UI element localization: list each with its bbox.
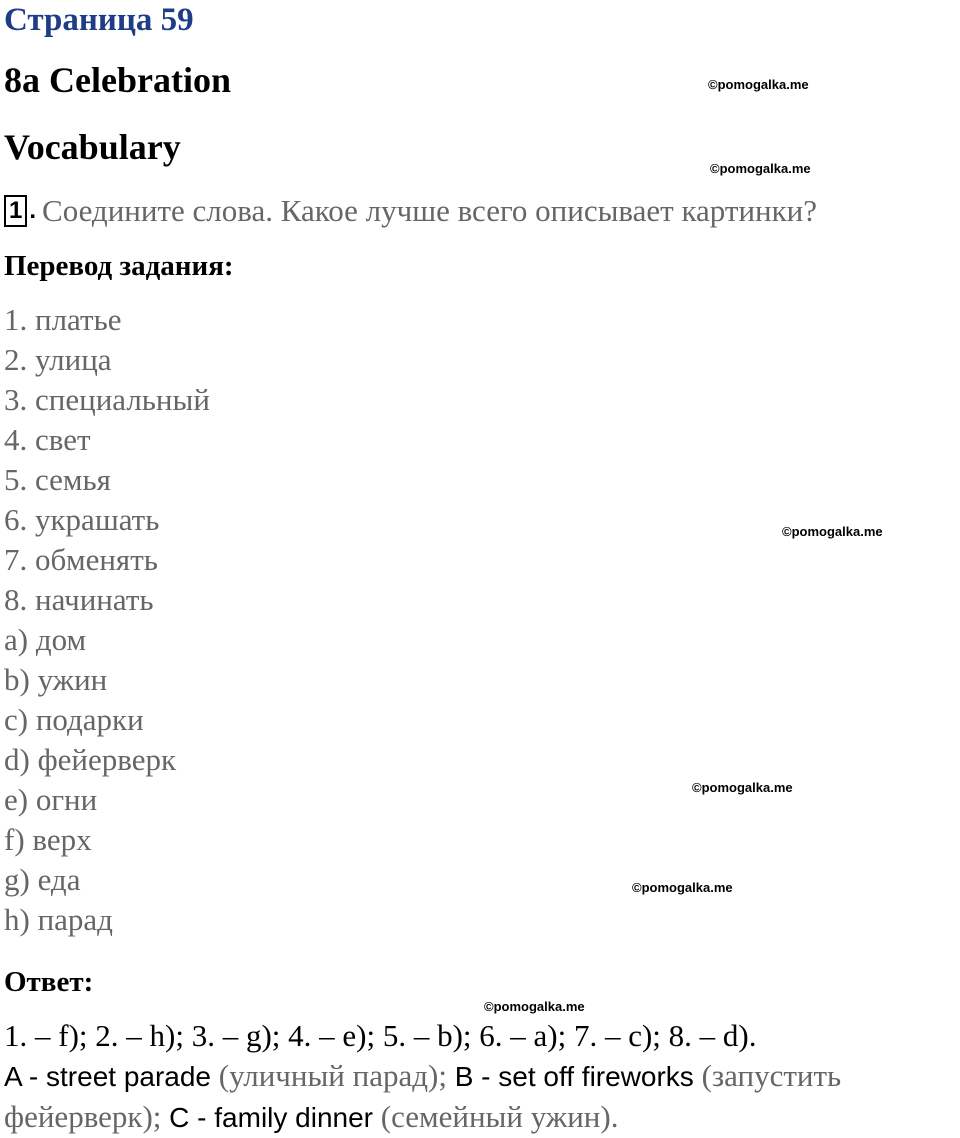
list-item: e) огни [4, 782, 98, 817]
answer-text [4, 1016, 958, 1138]
answer-a-translation: (уличный парад); [211, 1058, 455, 1093]
watermark: ©pomogalka.me [692, 780, 793, 795]
watermark: ©pomogalka.me [484, 999, 585, 1014]
list-item: f) верх [4, 822, 92, 857]
watermark: ©pomogalka.me [632, 880, 733, 895]
list-item: 6. украшать [4, 502, 160, 537]
list-item: 8. начинать [4, 582, 154, 617]
list-item: 2. улица [4, 342, 112, 377]
answer-matches: 1. – f); 2. – h); 3. – g); 4. – e); 5. – b); 6. – a); 7. – c); 8. – d). [4, 1018, 757, 1053]
answer-c-label: C - family dinner [169, 1102, 374, 1133]
translation-heading: Перевод задания: [4, 250, 234, 282]
answer-c-translation: (семейный ужин). [373, 1099, 619, 1134]
answer-a-label: A - street parade [4, 1061, 212, 1092]
section-title: Vocabulary [4, 127, 181, 167]
answer-heading: Ответ: [4, 966, 94, 998]
list-item: 3. специальный [4, 382, 210, 417]
list-item: a) дом [4, 622, 87, 657]
answer-b-translation-cont: фейерверк); [4, 1099, 170, 1134]
answer-b-label: B - set off fireworks [454, 1061, 694, 1092]
list-item: c) подарки [4, 702, 144, 737]
list-item: 1. платье [4, 302, 122, 337]
answer-b-translation: (запустить [693, 1058, 842, 1093]
answer-line-ab [4, 1056, 958, 1097]
page-title: Страница 59 [4, 2, 194, 38]
watermark: ©pomogalka.me [710, 161, 811, 176]
watermark: ©pomogalka.me [782, 524, 883, 539]
task-instruction [4, 190, 817, 232]
list-item: h) парад [4, 902, 113, 937]
task-text: Соедините слова. Какое лучше всего описывает картинки? [42, 193, 818, 228]
vocabulary-list [4, 300, 210, 940]
list-item: b) ужин [4, 662, 108, 697]
watermark: ©pomogalka.me [708, 77, 809, 92]
task-number-dot: . [29, 197, 37, 224]
lesson-title: 8a Celebration [4, 60, 231, 100]
list-item: 5. семья [4, 462, 111, 497]
list-item: 7. обменять [4, 542, 158, 577]
list-item: g) еда [4, 862, 81, 897]
answer-line-c [4, 1097, 958, 1138]
list-item: 4. свет [4, 422, 91, 457]
list-item: d) фейерверк [4, 742, 177, 777]
task-number-badge: 1 [4, 195, 27, 227]
